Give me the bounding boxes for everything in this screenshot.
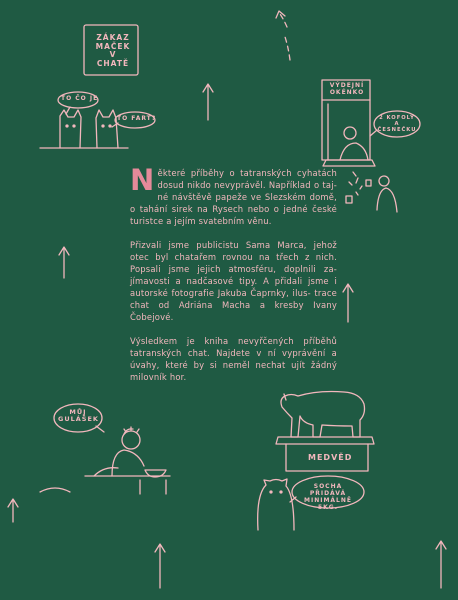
- ban-sign-line: ZÁKAZ: [96, 33, 130, 42]
- statue-bubble-line: MINIMÁLNĚ 5KG.: [303, 496, 352, 511]
- bear-head-statue: [258, 479, 294, 530]
- arrow-up-icon: [436, 541, 446, 588]
- bear-head-eye: [270, 491, 272, 493]
- ban-sign-line: MAČEK: [95, 41, 131, 51]
- statue-bubble-text: [296, 484, 360, 512]
- statue-bubble-line: SOCHA PŘIDÁVÁ: [309, 483, 347, 497]
- article-paragraph-1: [130, 163, 337, 227]
- gulasek-bubble-line: GULÁŠEK: [58, 415, 99, 424]
- cat-bubble-text: TO FART?: [117, 115, 157, 122]
- speech-bubble-tail: [66, 107, 70, 114]
- serving-window-line: VÝDEJNÍ: [329, 82, 365, 89]
- bear-head-eye: [280, 491, 282, 493]
- arrow-up-icon: [59, 247, 69, 278]
- arrow-up-icon: [343, 284, 353, 322]
- ban-sign-line: V CHATĚ: [96, 50, 130, 68]
- gulasek-bubble-text: [58, 409, 98, 424]
- arrow-up-icon: [203, 84, 213, 120]
- cat-bubble-text: TO ČO JE: [61, 95, 99, 102]
- speech-bubble-tail: [96, 426, 104, 432]
- paragraph-text: ěkteré příběhy o tatranských cyhatách dosud nikdo nevyprávěl. Například o taj- né návštěvě papeže ve Slezském domě, o tahání sirek na Rysech nebo o jedné české turistce a jejím svatebním věnu.: [130, 168, 337, 226]
- article-paragraph-2: Přizvali jsme publicistu Sama Marca, jehož otec byl chatařem rovnou na třech z nich. Popsali jsme jejich atmosféru, doplnili za- jímavosti a nadčasové tipy. A přidali jsme i autorské fotografie Jakuba Čaprnky, ilus- trace chat od Adriána Macha a kresby Ivany Čobejové.: [130, 240, 337, 322]
- ban-sign-text: [92, 34, 134, 69]
- article-paragraph-3: Výsledkem je kniha nevyřčených příběhů tatranských chat. Najdete v ní vyprávění a úvahy, které by si neměl nechat ujít žádný milovník hor.: [130, 336, 337, 382]
- kofola-bubble-text: [376, 116, 418, 134]
- article-text: [130, 163, 337, 395]
- drop-cap: N: [130, 163, 155, 197]
- kofola-bubble-line: A ČESNEČKU: [377, 120, 417, 133]
- dashed-arrow-icon: [276, 11, 290, 60]
- serving-window-line: OKÉNKO: [329, 88, 365, 96]
- gulasek-bubble-line: MŮJ: [69, 408, 87, 416]
- arrow-up-icon: [8, 499, 18, 522]
- man-eating-illustration: [40, 427, 170, 494]
- kofola-bubble-line: 2 KOFOLY: [379, 115, 415, 121]
- bear-plinth-label: MEDVĚD: [308, 453, 353, 462]
- arrow-up-icon: [155, 544, 165, 588]
- cats-illustration: [40, 110, 128, 148]
- serving-window-text: [326, 83, 368, 97]
